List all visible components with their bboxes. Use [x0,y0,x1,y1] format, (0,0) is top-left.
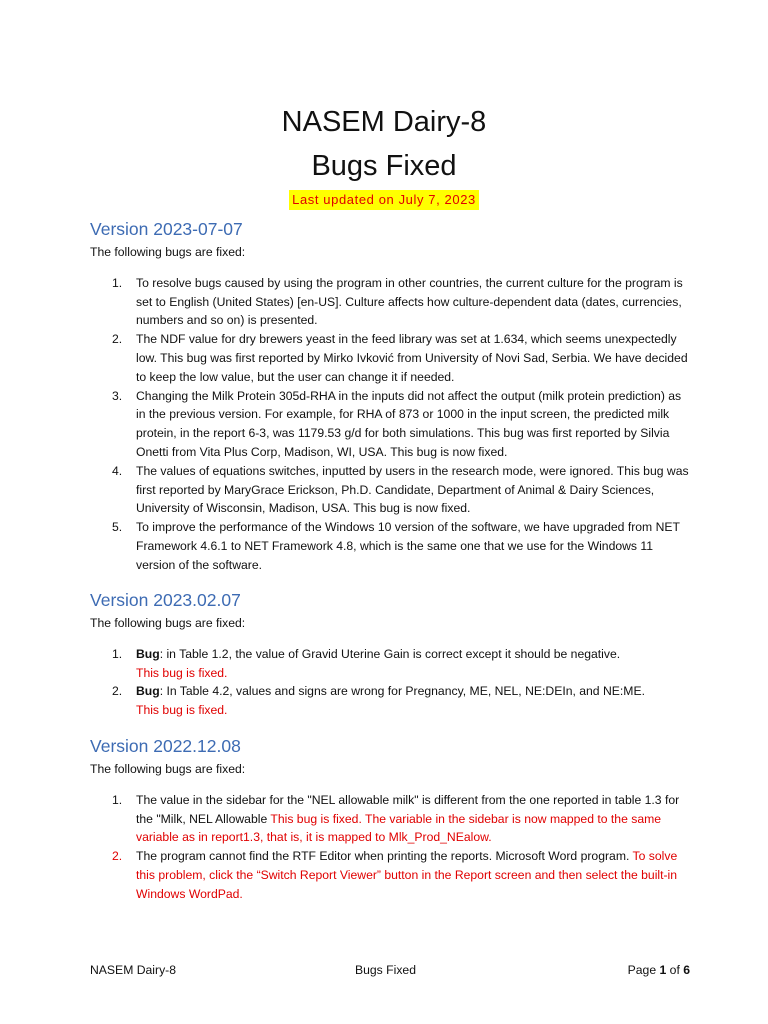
fix-note: This bug is fixed. [136,703,228,718]
last-updated-highlight: Last updated on July 7, 2023 [289,190,479,210]
page-total: 6 [683,963,690,977]
fix-note: This bug is fixed. The variable in the sidebar is now mapped to the same variable as in report1.3, that is, it is mapped to Mlk_Prod_NEalow. [136,811,662,845]
bug-list [90,791,690,904]
item-number: 2. [112,684,123,699]
footer-doc-title: Bugs Fixed [355,963,416,977]
item-number: 1. [112,646,123,661]
fix-note: This bug is fixed. [136,665,228,680]
fix-note: To solve this problem, click the “Switch Report Viewer” button in the Report screen and then select the built-in Windows WordPad. [136,849,678,901]
page-label: Page [627,963,660,977]
list-item [90,274,690,330]
section-title: Version 2022.12.08 [90,736,241,756]
page-of: of [666,963,684,977]
item-text: To resolve bugs caused by using the program in other countries, the current culture for the program is set to English (United States) [en-US]. Culture affects how culture-dependent data (dates, currencies, numbers and so on) is presented. [136,275,683,328]
item-number: 2. [112,332,123,347]
item-text: : In Table 4.2, values and signs are wrong for Pregnancy, ME, NEL, NE:DEIn, and NE:ME. [159,684,645,699]
item-number: 1. [112,792,123,807]
section-2022-12-08 [90,734,690,904]
list-item [90,330,690,386]
section-title: Version 2023-07-07 [90,219,243,239]
bug-label: Bug [136,684,160,699]
list-item [90,462,690,518]
list-item [90,518,690,574]
doc-title-line-2: Bugs Fixed [311,150,457,182]
item-number: 4. [112,463,123,478]
item-text: The value in the sidebar for the "NEL allowable milk" is different from the one reported in table 1.3 for the "Milk, NEL Allowable [136,792,680,826]
footer-doc-name: NASEM Dairy-8 [90,963,177,977]
section-intro: The following bugs are fixed: [90,762,246,776]
item-number: 2. [112,849,123,864]
item-text: Changing the Milk Protein 305d-RHA in the inputs did not affect the output (milk protein prediction) as in the previous version. For example, for RHA of 873 or 1000 in the input screen, the predicted milk protein, in the report 6-3, was 1179.53 g/d for both simulations. This bug was first reported by Silvia Onetti from Vita Plus Corp, Madison, WI, USA. This bug is now fixed. [136,388,682,459]
bug-list [90,274,690,575]
section-intro: The following bugs are fixed: [90,616,246,630]
section-title: Version 2023.02.07 [90,590,241,610]
item-number: 3. [112,388,123,403]
section-2023-07-07 [90,217,690,575]
list-item [90,645,690,683]
bug-label: Bug [136,646,160,661]
item-text: The NDF value for dry brewers yeast in the feed library was set at 1.634, which seems unexpectedly low. This bug was first reported by Mirko Ivković from University of Novi Sad, Serbia. We have decided to keep the low value, but the user can change it if needed. [136,332,688,384]
list-item [90,387,690,462]
item-text: The program cannot find the RTF Editor when printing the reports. Microsoft Word program. [136,849,633,864]
item-number: 1. [112,275,123,290]
section-intro: The following bugs are fixed: [90,245,246,259]
doc-title-line-1: NASEM Dairy-8 [281,106,487,138]
item-number: 5. [112,520,123,535]
item-text: : in Table 1.2, the value of Gravid Uterine Gain is correct except it should be negative. [159,646,621,661]
item-text: The values of equations switches, inputted by users in the research mode, were ignored. This bug was first reported by MaryGrace Erickson, Ph.D. Candidate, Department of Animal & Dairy Sciences, University of Wisconsin, Madison, USA. This bug is now fixed. [136,463,689,516]
list-item [90,847,690,903]
bug-list [90,645,690,720]
title-block [0,100,768,210]
list-item [90,791,690,847]
page-current: 1 [659,963,667,977]
footer-page-number [628,961,690,979]
section-2023-02-07 [90,588,690,720]
item-text: To improve the performance of the Windows 10 version of the software, we have upgraded from NET Framework 4.6.1 to NET Framework 4.8, which is the same one that we use for the Windows 11 version of the software. [136,520,680,572]
list-item [90,682,690,720]
